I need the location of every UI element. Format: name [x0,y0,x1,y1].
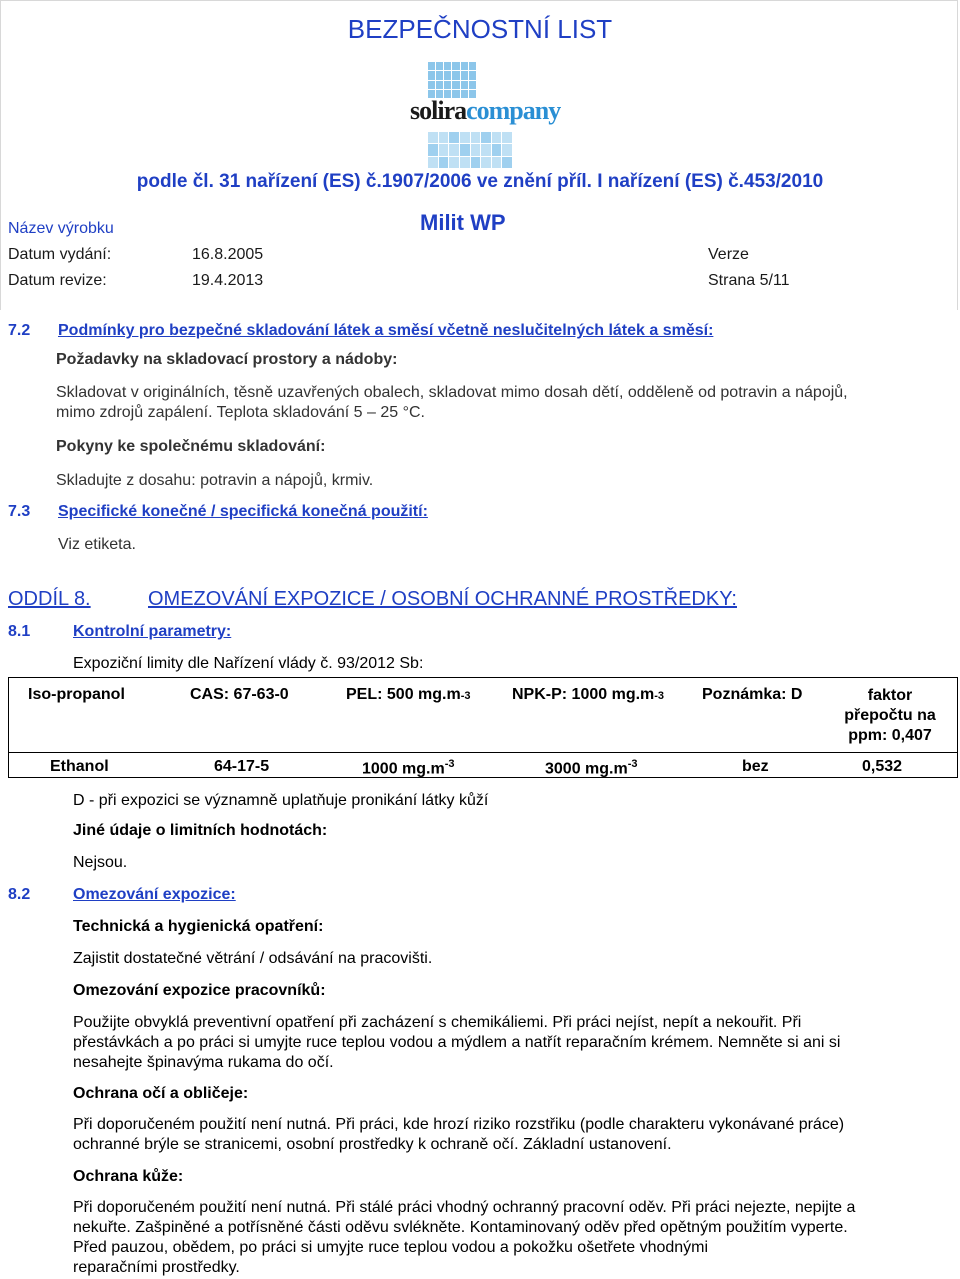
table-cell-npk: 3000 $mg.m^{-3}$ [545,758,638,778]
regulation-line: podle čl. 31 nařízení (ES) č.1907/2006 ve znění příl. I nařízení (ES) č.453/2010 [136,171,824,192]
joint-storage-heading: Pokyny ke společnému skladování: [56,438,326,455]
logo-mosaic [428,62,476,98]
logo-bars [428,132,512,168]
storage-requirements-heading: Požadavky na skladovací prostory a nádoby: [56,351,398,368]
skin-protection-line-3: Před pauzou, obědem, po práci si umyjte ruce teplou vodou a pokožku ošetřete vhodnými [73,1239,709,1256]
table-top-border [8,677,958,678]
worker-exposure-line-3: nesahejte špinavýma rukama do očí. [73,1054,334,1071]
page-number: Strana 5/11 [708,272,790,289]
worker-exposure-line-1: Použijte obvyklá preventivní opatření při zacházení s chemikáliemi. Při práci nejíst, nepít a nekouřit. Při [73,1014,802,1031]
joint-storage-text: Skladujte z dosahu: potravin a nápojů, krmiv. [56,472,374,489]
table-right-border [957,677,958,777]
product-label: Název výrobku [8,220,114,237]
table-cell-substance: Ethanol [50,758,109,775]
technical-measures-text: Zajistit dostatečné větrání / odsávání na pracovišti. [73,950,433,967]
worker-exposure-heading: Omezování expozice pracovníků: [73,982,326,999]
table-mid-border [8,752,958,753]
table-header-note: Poznámka: D [702,686,803,703]
other-limits-text: Nejsou. [73,854,128,871]
version-label: Verze [708,246,749,263]
section-7-3-text: Viz etiketa. [58,536,136,553]
eye-protection-heading: Ochrana očí a obličeje: [73,1085,249,1102]
exposure-limits-source: Expoziční limity dle Nařízení vlády č. 93/2012 Sb: [73,655,424,672]
skin-protection-line-4: reparačními prostředky. [73,1259,240,1276]
revision-label: Datum revize: [8,272,107,289]
logo-text: soliracompany [410,96,561,125]
table-header-pel: PEL: 500 mg.m-3 [346,686,471,703]
table-left-border [8,677,9,777]
section-8-title: OMEZOVÁNÍ EXPOZICE / OSOBNÍ OCHRANNÉ PROSTŘEDKY: [148,588,737,610]
section-8-2-title: Omezování expozice: [73,886,236,903]
skin-protection-line-2: nekuřte. Zašpiněné a potřísněné části oděvu svlékněte. Kontaminovaný oděv před opětným použitím vyperte. [73,1219,848,1236]
table-header-factor: faktor přepočtu na ppm: 0,407 [844,687,936,744]
table-header-cas: CAS: 67-63-0 [190,686,289,703]
company-logo [410,62,561,172]
other-limits-heading: Jiné údaje o limitních hodnotách: [73,822,328,839]
storage-requirements-line-2: mimo zdrojů zapálení. Teplota skladování 5 – 25 °C. [56,404,425,421]
issue-date: 16.8.2005 [192,246,264,263]
table-cell-cas: 64-17-5 [214,758,270,775]
document-title: BEZPEČNOSTNÍ LIST [347,14,613,44]
section-7-3-number: 7.3 [8,503,31,520]
table-header-substance: Iso-propanol [28,686,125,703]
section-8-2-number: 8.2 [8,886,31,903]
table-header-npk: NPK-P: 1000 mg.m-3 [512,686,665,703]
storage-requirements-line-1: Skladovat v originálních, těsně uzavřených obalech, skladovat mimo dosah dětí, odděleně od potravin a nápojů, [56,384,848,401]
table-bottom-border [8,777,958,778]
section-7-3-title: Specifické konečné / specifická konečná použití: [58,503,428,520]
eye-protection-line-2: ochranné brýle se stranicemi, osobní prostředky k ochraně očí. Základní ustanovení. [73,1136,672,1153]
section-7-2-title: Podmínky pro bezpečné skladování látek a směsí včetně neslučitelných látek a směsí: [58,322,714,339]
technical-measures-heading: Technická a hygienická opatření: [73,918,324,935]
revision-date: 19.4.2013 [192,272,264,289]
section-8-1-title: Kontrolní parametry: [73,623,232,640]
skin-absorption-note: D - při expozici se významně uplatňuje pronikání látky kůží [73,792,489,809]
skin-protection-heading: Ochrana kůže: [73,1168,184,1185]
section-7-2-number: 7.2 [8,322,31,339]
worker-exposure-line-2: přestávkách a po práci si umyjte ruce teplou vodou a mýdlem a natřít reparačním krémem. Nemněte si ani si [73,1034,841,1051]
section-8-1-number: 8.1 [8,623,31,640]
table-cell-note: bez [742,758,769,775]
issue-label: Datum vydání: [8,246,112,263]
product-name: Milit WP [420,210,506,235]
skin-protection-line-1: Při doporučeném použití není nutná. Při stálé práci vhodný ochranný pracovní oděv. Při práci nejezte, nepijte a [73,1199,856,1216]
eye-protection-line-1: Při doporučeném použití není nutná. Při práci, kde hrozí riziko rozstřiku (podle charakteru vykonávané práce) [73,1116,845,1133]
table-cell-pel: 1000 $mg.m^{-3}$ [362,758,455,778]
table-cell-factor: 0,532 [862,758,903,775]
section-8-label: ODDÍL 8. [8,588,91,610]
